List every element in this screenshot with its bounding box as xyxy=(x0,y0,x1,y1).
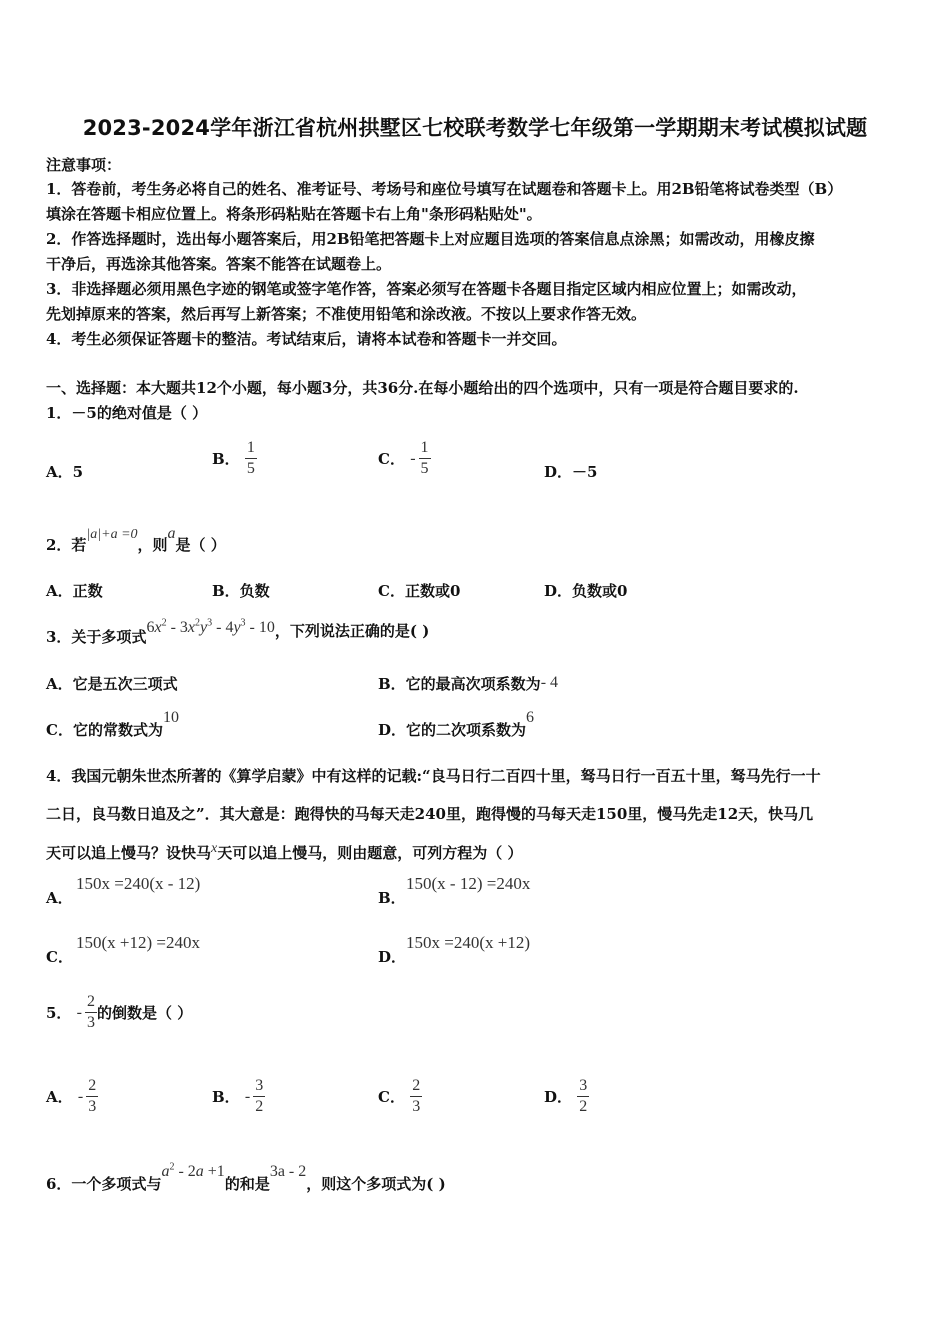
option-d xyxy=(544,1076,589,1117)
notice-line: 2．作答选择题时，选出每小题答案后，用2B铅笔把答题卡上对应题目选项的答案信息点涂黑；如需改动，用橡皮擦 xyxy=(46,230,815,248)
math-variable: a xyxy=(167,525,176,542)
option-label: A． xyxy=(46,1088,73,1106)
option-a: A．5 xyxy=(46,463,84,481)
notice-line: 1．答卷前，考生务必将自己的姓名、准考证号、考场号和座位号填写在试题卷和答题卡上。用2B铅笔将试卷类型（B） xyxy=(46,180,843,198)
question-stem xyxy=(46,522,226,554)
question-stem xyxy=(46,616,430,646)
fraction xyxy=(85,992,97,1033)
fraction-denominator: 3 xyxy=(412,1098,421,1115)
fraction xyxy=(419,438,431,479)
fraction-denominator: 3 xyxy=(88,1098,97,1115)
fraction-denominator: 2 xyxy=(255,1098,264,1115)
option-d: D．负数或0 xyxy=(544,582,628,600)
question-line: 4．我国元朝朱世杰所著的《算学启蒙》中有这样的记载:“良马日行二百四十里，驽马日行一百五十里，驽马先行一十 xyxy=(46,767,821,785)
option-b xyxy=(212,438,257,479)
option-b-equation: 150(x - 12) =240x xyxy=(406,874,531,893)
option-label: B． xyxy=(212,1088,240,1106)
negative-sign: - xyxy=(410,449,416,467)
stem-prefix: 3．关于多项式 xyxy=(46,628,147,646)
option-d xyxy=(378,706,535,739)
stem-text: ，则 xyxy=(137,536,168,554)
negative-sign: - xyxy=(76,1003,82,1021)
fraction xyxy=(245,438,257,479)
option-c-equation: 150(x +12) =240x xyxy=(76,933,200,952)
math-value: 6 xyxy=(526,709,535,726)
option-a-label: A． xyxy=(46,889,73,907)
option-label: B． xyxy=(212,450,240,468)
question-line: 二日，良马数日追及之”．其大意是：跑得快的马每天走240里，跑得慢的马每天走150里，慢马先走12天，快马几 xyxy=(46,805,814,823)
stem-suffix: 的倒数是（ ） xyxy=(97,1004,193,1022)
stem-prefix: 2．若 xyxy=(46,536,87,554)
option-text: C．它的常数式为 xyxy=(46,721,163,739)
stem-suffix: 是（ ） xyxy=(175,536,226,554)
stem-prefix: 6．一个多项式与 xyxy=(46,1175,162,1193)
fraction-numerator: 2 xyxy=(86,1076,98,1097)
fraction xyxy=(86,1076,98,1117)
math-value: - 4 xyxy=(540,674,559,691)
option-c xyxy=(378,1076,422,1117)
option-d-equation: 150x =240(x +12) xyxy=(406,933,530,952)
fraction-denominator: 5 xyxy=(420,460,429,477)
option-label: D． xyxy=(544,1088,573,1106)
question-stem xyxy=(46,1160,446,1193)
fraction-numerator: 3 xyxy=(577,1076,589,1097)
fraction-numerator: 2 xyxy=(85,992,97,1013)
fraction-denominator: 3 xyxy=(87,1014,95,1031)
fraction xyxy=(410,1076,422,1117)
polynomial-expression: $6x^2 - 3x^2y^3 - 4y^3 - 10$ xyxy=(146,617,275,636)
negative-sign: - xyxy=(77,1087,84,1105)
stem-suffix: ，则这个多项式为( ) xyxy=(306,1175,446,1193)
question-stem xyxy=(46,992,192,1033)
question-line xyxy=(46,836,523,862)
stem-text: 天可以追上慢马，则由题意，可列方程为（ ） xyxy=(217,844,523,862)
option-c xyxy=(378,438,431,479)
option-a xyxy=(46,1076,98,1117)
option-d: D．－5 xyxy=(544,463,598,481)
fraction-numerator: 2 xyxy=(410,1076,422,1097)
notice-line: 3．非选择题必须用黑色字迹的钢笔或签字笔作答，答案必须写在答题卡各题目指定区域内相应位置上；如需改动， xyxy=(46,280,807,298)
option-a: A．它是五次三项式 xyxy=(46,675,178,693)
fraction-numerator: 1 xyxy=(419,438,431,459)
option-label: C． xyxy=(378,1088,405,1106)
fraction xyxy=(253,1076,265,1117)
stem-prefix: 5． xyxy=(46,1004,72,1022)
option-c xyxy=(46,706,179,739)
notice-line: 4．考生必须保证答题卡的整洁。考试结束后，请将本试卷和答题卡一并交回。 xyxy=(46,330,567,348)
option-b-label: B． xyxy=(378,889,406,907)
math-expression: |a|+a =0 xyxy=(86,527,138,542)
notice-line: 填涂在答题卡相应位置上。将条形码粘贴在答题卡右上角"条形码粘贴处"。 xyxy=(46,205,542,223)
math-value: 10 xyxy=(162,709,179,726)
question-stem: 1．－5的绝对值是（ ） xyxy=(46,404,208,422)
stem-text: 天可以追上慢马？设快马 xyxy=(46,844,212,862)
stem-suffix: ，下列说法正确的是( ) xyxy=(274,622,430,640)
fraction-denominator: 2 xyxy=(579,1098,588,1115)
notice-line: 干净后，再选涂其他答案。答案不能答在试题卷上。 xyxy=(46,255,392,273)
option-b xyxy=(212,1076,265,1117)
option-b xyxy=(378,673,558,694)
option-text: B．它的最高次项系数为 xyxy=(378,675,541,693)
section-heading: 一、选择题：本大题共12个小题，每小题3分，共36分.在每小题给出的四个选项中，只有一项是符合题目要求的. xyxy=(46,379,799,397)
fraction xyxy=(577,1076,589,1117)
math-expression: 3a - 2 xyxy=(269,1163,307,1180)
option-text: D．它的二次项系数为 xyxy=(378,721,527,739)
notice-line: 先划掉原来的答案，然后再写上新答案；不准使用铅笔和涂改液。不按以上要求作答无效。 xyxy=(46,305,647,323)
option-c: C．正数或0 xyxy=(378,582,461,600)
negative-sign: - xyxy=(244,1087,251,1105)
fraction-numerator: 3 xyxy=(253,1076,265,1097)
option-a-equation: 150x =240(x - 12) xyxy=(76,874,201,893)
option-c-label: C． xyxy=(46,948,73,966)
option-a: A．正数 xyxy=(46,582,103,600)
option-b: B．负数 xyxy=(212,582,270,600)
fraction-numerator: 1 xyxy=(245,438,257,459)
fraction-denominator: 5 xyxy=(246,460,255,477)
option-d-label: D． xyxy=(378,948,407,966)
math-variable: x xyxy=(211,841,218,856)
page-title: 2023-2024学年浙江省杭州拱墅区七校联考数学七年级第一学期期末考试模拟试题 xyxy=(82,116,868,140)
option-label: C． xyxy=(378,450,405,468)
polynomial-expression: $a^2 - 2a +1$ xyxy=(161,1161,225,1180)
notice-heading: 注意事项： xyxy=(46,156,122,174)
stem-text: 的和是 xyxy=(224,1175,270,1193)
